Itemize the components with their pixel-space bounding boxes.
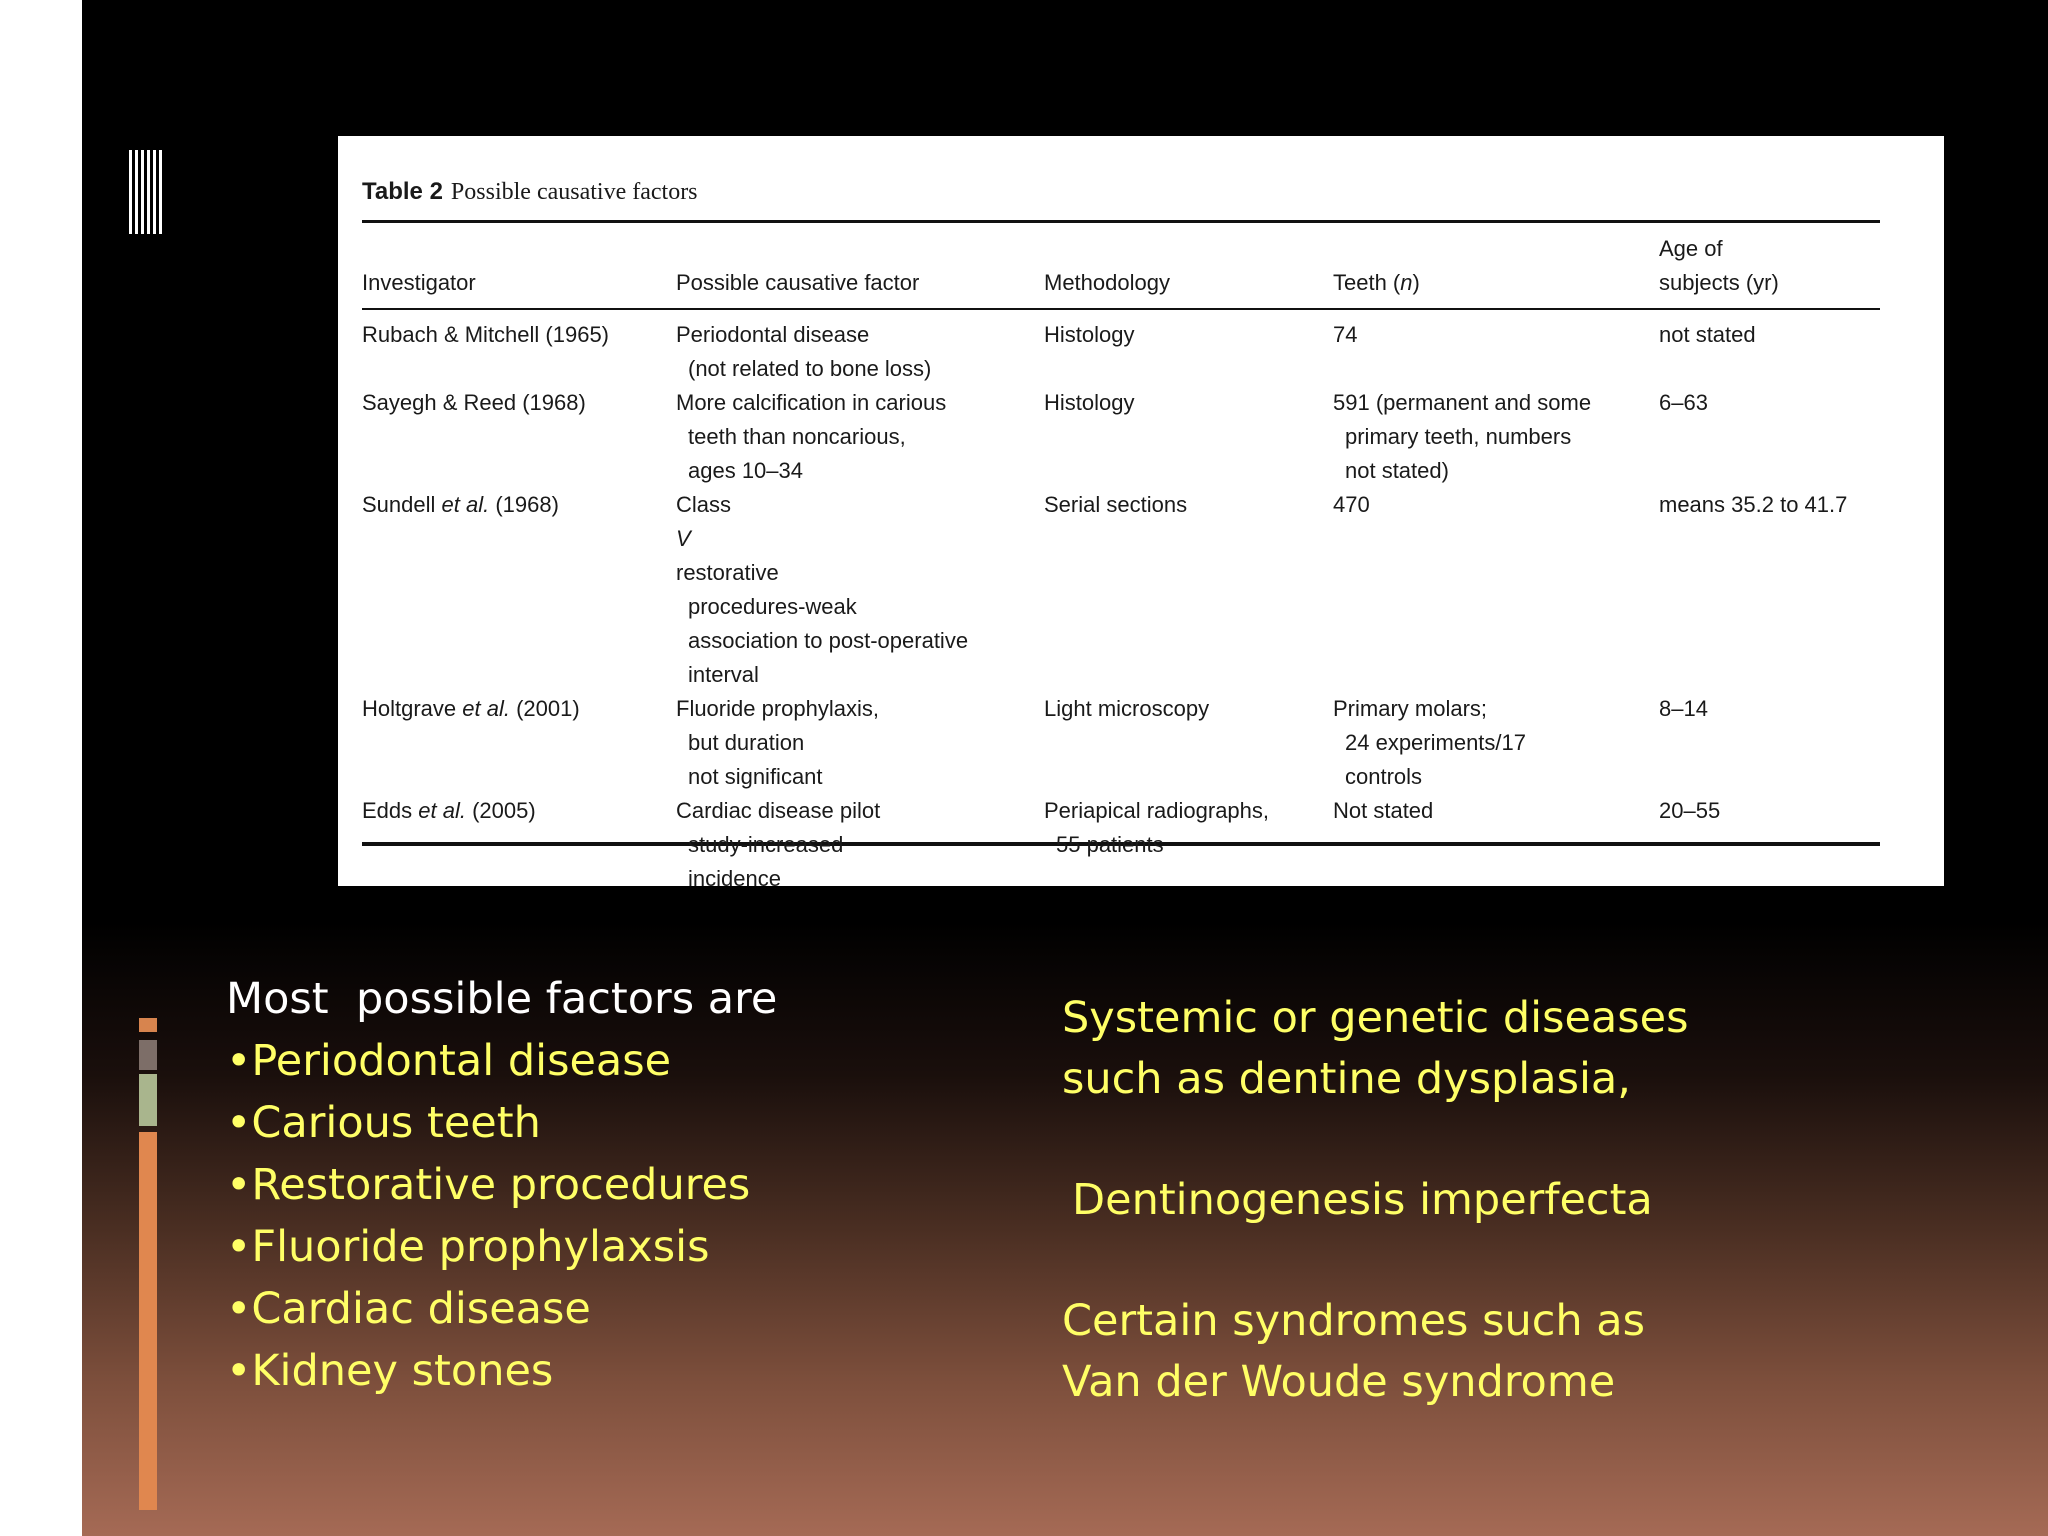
cell-age: 6–63: [1659, 390, 1708, 415]
cell-line: Fluoride prophylaxis,: [676, 696, 879, 721]
spacer: [1062, 1231, 1689, 1291]
investigator-year: (2005): [465, 798, 536, 823]
investigator-name: Sundell: [362, 492, 442, 517]
table-top-rule: [362, 220, 1880, 223]
cell-investigator: Sayegh & Reed (1968): [362, 390, 586, 415]
text-line: Van der Woude syndrome: [1062, 1357, 1616, 1407]
table-row: [362, 308, 1880, 386]
cell-age: not stated: [1659, 322, 1756, 347]
cell-investigator: [362, 794, 676, 896]
investigator-year: (2001): [509, 696, 580, 721]
cell-line: procedures-weak: [688, 594, 857, 619]
header-investigator: Investigator: [362, 270, 476, 295]
header-teeth-label: Teeth (: [1333, 270, 1401, 295]
table-image: [338, 136, 1944, 891]
systemic-diseases-text: [1062, 988, 1689, 1413]
decorative-stripe-bars: [129, 150, 163, 234]
cell-line: ages 10–34: [688, 458, 803, 483]
cell-line: primary teeth, numbers: [1345, 424, 1572, 449]
cell-factor: [676, 692, 1044, 794]
cell-line: interval: [688, 662, 759, 687]
slide: [82, 0, 2048, 1536]
investigator-name: Holtgrave: [362, 696, 463, 721]
cell-methodology: Histology: [1044, 322, 1135, 347]
cell-teeth: [1333, 386, 1659, 488]
cell-line: 591 (permanent and some: [1333, 390, 1592, 415]
list-item: •Periodontal disease: [226, 1036, 672, 1086]
table-row: [362, 794, 1880, 896]
cell-teeth: Not stated: [1333, 798, 1434, 823]
cell-methodology: Serial sections: [1044, 492, 1188, 517]
cell-line: incidence: [688, 866, 781, 891]
header-methodology: Methodology: [1044, 270, 1170, 295]
header-factor: Possible causative factor: [676, 270, 920, 295]
table-row: [362, 386, 1880, 488]
cell-factor: [676, 308, 1044, 386]
cell-teeth: 74: [1333, 322, 1358, 347]
cell-line: 24 experiments/17: [1345, 730, 1526, 755]
decorative-stripe-orange: [139, 1132, 157, 1510]
table-caption: [362, 178, 698, 206]
factor-class-v: V: [676, 526, 691, 551]
text-line: Dentinogenesis imperfecta: [1072, 1175, 1653, 1225]
cell-line: [676, 488, 1044, 590]
table-header-row: [362, 228, 1880, 308]
cell-line: but duration: [688, 730, 805, 755]
possible-factors-list: [226, 968, 777, 1402]
header-age: [1659, 228, 1880, 308]
list-item: •Restorative procedures: [226, 1160, 751, 1210]
decorative-stripe-green: [139, 1074, 157, 1126]
cell-line: Primary molars;: [1333, 696, 1488, 721]
cell-line: Cardiac disease pilot: [676, 798, 881, 823]
cell-methodology: Histology: [1044, 390, 1135, 415]
list-item: •Carious teeth: [226, 1098, 541, 1148]
list-item: •Kidney stones: [226, 1346, 554, 1396]
cell-line: teeth than noncarious,: [688, 424, 906, 449]
cell-line: Periodontal disease: [676, 322, 870, 347]
cell-line: (not related to bone loss): [688, 356, 932, 381]
list-item: •Fluoride prophylaxsis: [226, 1222, 710, 1272]
factor-class-rest: restorative: [676, 560, 779, 585]
table-row: [362, 488, 1880, 692]
cell-factor: [676, 386, 1044, 488]
header-teeth-n: n: [1400, 270, 1413, 295]
cell-teeth: [1333, 692, 1659, 794]
header-teeth-close: ): [1412, 270, 1420, 295]
cell-investigator: Rubach & Mitchell (1965): [362, 322, 610, 347]
investigator-name: Edds: [362, 798, 419, 823]
cell-line: controls: [1345, 764, 1423, 789]
cell-line: 55 patients: [1056, 832, 1164, 857]
investigator-etal: et al.: [462, 696, 510, 721]
text-line: Systemic or genetic diseases: [1062, 993, 1689, 1043]
cell-factor: [676, 794, 1044, 896]
table-title: Possible causative factors: [450, 179, 698, 205]
decorative-stripe-gray: [139, 1040, 157, 1070]
header-age-line2: subjects (yr): [1659, 270, 1779, 295]
cell-factor: [676, 488, 1044, 692]
factor-class-label: Class: [676, 492, 732, 517]
text-line: such as dentine dysplasia,: [1062, 1054, 1631, 1104]
cell-age: 20–55: [1659, 798, 1721, 823]
cell-investigator: [362, 692, 676, 794]
cell-line: More calcification in carious: [676, 390, 947, 415]
cell-line: association to post-operative: [688, 628, 969, 653]
cell-teeth: 470: [1333, 492, 1370, 517]
causative-factors-table: [362, 228, 1880, 896]
cell-methodology: [1044, 794, 1333, 896]
table-row: [362, 692, 1880, 794]
cell-line: study-increased: [688, 832, 844, 857]
cell-age: 8–14: [1659, 696, 1708, 721]
cell-line: not significant: [688, 764, 823, 789]
list-item: •Cardiac disease: [226, 1284, 591, 1334]
header-teeth: [1333, 228, 1659, 308]
text-line: Certain syndromes such as: [1062, 1296, 1646, 1346]
cell-line: not stated): [1345, 458, 1449, 483]
cell-investigator: [362, 488, 676, 692]
cell-age: means 35.2 to 41.7: [1659, 492, 1848, 517]
list-intro: Most possible factors are: [226, 974, 778, 1024]
investigator-etal: et al.: [418, 798, 466, 823]
header-age-line1: Age of: [1659, 236, 1723, 261]
cell-line: Periapical radiographs,: [1044, 798, 1270, 823]
spacer: [1062, 1110, 1689, 1170]
decorative-stripe-orange-small: [139, 1018, 157, 1032]
investigator-etal: et al.: [441, 492, 490, 517]
investigator-year: (1968): [489, 492, 559, 517]
cell-methodology: Light microscopy: [1044, 696, 1210, 721]
table-number: Table 2: [362, 178, 443, 205]
